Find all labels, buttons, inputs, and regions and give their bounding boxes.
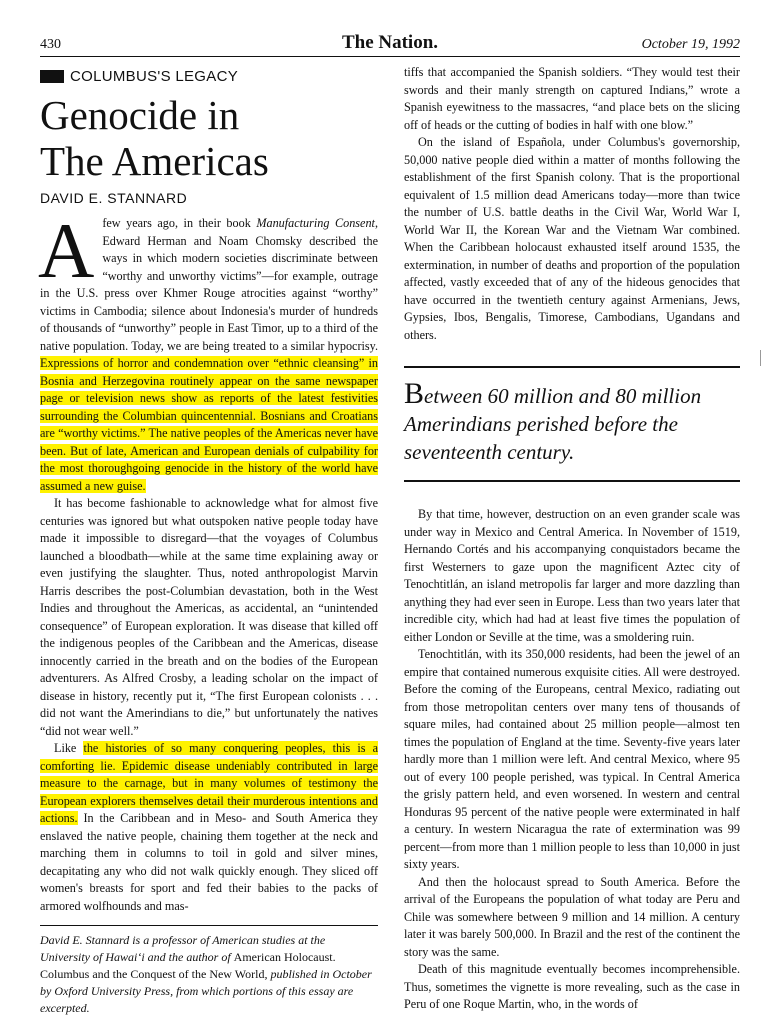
issue-date: October 19, 1992 — [641, 37, 740, 52]
book-title: Manufacturing Consent — [256, 216, 375, 230]
author-note-book: American Holocaust. Columbus and the Conquest of the New World — [40, 950, 336, 981]
byline: DAVID E. STANNARD — [40, 189, 188, 206]
drop-cap: A — [38, 207, 95, 294]
paragraph-3 — [40, 740, 378, 915]
margin-mark — [760, 350, 761, 366]
intro-text-a: few years ago, in their book — [102, 216, 257, 230]
right-paragraph-3: By that time, however, destruction on an even grander scale was under way in Mexico and Central America. In November of 1519, Hernando Cortés and his accompanying conquistadors became the first Westerners to gaze upon the magnificent Aztec city of Tenochtitlán, an island metropolis far larger and more dazzling than anything they had ever seen in Europe. Less than two years later that incredible city, which had had at least five times the population of either London or Seville at the time, was a smoldering ruin. — [404, 507, 740, 644]
p3-text-b: In the Caribbean and in Meso- and South America they enslaved the native people, chaining them together at the neck and marching them in columns to toil in gold and silver mines, decapitating any who did not walk quickly enough. They sliced off women's breasts for sport and fed their babies to the packs of armored wolfhounds and mas- — [40, 811, 378, 913]
author-note-a: David E. Stannard is a professor of American studies at the University of Hawai‘i and the author of — [40, 933, 326, 964]
left-column — [40, 64, 378, 1017]
right-paragraph-2: On the island of Española, under Columbus's governorship, 50,000 native people died within a matter of months following the establishment of the first Spanish colony. That is the proportional equivalent of 1.5 million dead Americans today—more than twice the number of U.S. battle deaths in the Civil War, World War I, World War II, the Korean War and the Vietnam War combined. When the Caribbean holocaust exhausted itself around 1535, the extermination, in number of deaths and proportion of the population affected, vastly exceeded that of any of the hideous genocides that have occurred in the twentieth century against Armenians, Jews, Gypsies, Ibos, Bengalis, Timorese, Cambodians, Ugandans and others. — [404, 135, 740, 342]
page-header — [40, 34, 740, 57]
section-label-text: COLUMBUS'S LEGACY — [70, 68, 239, 85]
title-line-2: The Americas — [40, 137, 269, 184]
right-paragraph-1: tiffs that accompanied the Spanish soldiers. “They would test their swords and their manly strength on captured Indians,” wrote a Spanish eyewitness to the massacres, “and place bets on the slicing off of heads or the cutting of bodies in half with one blow.” — [404, 65, 740, 132]
pull-quote — [404, 366, 740, 482]
article-title — [40, 92, 378, 184]
pull-quote-text: etween 60 million and 80 million Amerindians perished before the seventeenth century. — [404, 384, 702, 464]
author-note-c: , published in October by Oxford University Press, from which portions of this essay are excerpted. — [40, 967, 372, 1015]
publication-name: The Nation. — [341, 32, 439, 53]
author-note — [40, 925, 378, 1017]
right-paragraph-6: Death of this magnitude eventually becomes incomprehensible. Thus, sometimes the vignette is more revealing, such as the case in Peru of one Roque Martin, who, in the words of — [404, 962, 740, 1011]
page-number: 430 — [40, 37, 61, 52]
intro-text-b: , Edward Herman and Noam Chomsky described the ways in which modern societies discriminate between “worthy and unworthy victims”—for example, outrage in the U.S. press over Khmer Rouge atrocities against “worthy” victims in Cambodia; silence about Indonesia's murder of hundreds of thousands of “unworthy” people in East Timor, up to a third of the native population. Today, we are being treated to a similar hypocrisy. — [40, 216, 378, 353]
title-line-1: Genocide in — [40, 91, 240, 138]
section-label — [40, 68, 378, 86]
section-bar-icon — [40, 70, 64, 83]
right-column — [404, 64, 740, 1014]
right-paragraph-4: Tenochtitlán, with its 350,000 residents, had been the jewel of an empire that contained numerous exquisite cities. All were destroyed. Before the coming of the Europeans, central Mexico, radiating out from those metropolitan centers over many tens of thousands of square miles, had contained about 25 million people—almost ten times the population of England at the time. Seventy-five years later hardly more than 1 million were left. And central Mexico, where 95 out of every 100 people perished, was typical. In Central America the grisly pattern held, and even worsened. In western and central Honduras 95 percent of the native people were exterminated in half a century. In western Nicaragua the rate of extermination was 99 percent—from more than 1 million people to less than 10,000 in just sixty years. — [404, 647, 740, 871]
pull-quote-initial: B — [404, 377, 425, 410]
highlight-passage-2: the histories of so many conquering peoples, this is a comforting lie. Epidemic disease undeniably contributed in large measure to the carnage, but in many volumes of testimony the European explorers themselves detail their murderous intentions and actions. — [40, 741, 378, 825]
paragraph-2: It has become fashionable to acknowledge what for almost five centuries was ignored but what outspoken native people today have made it impossible to disregard—that the voyages of Columbus launched a bloodbath—while at the same time explaining away or even justifying the slaughter. Thus, noted anthropologist Marvin Harris describes the post-Columbian devastation, both in the West Indies and throughout the Americas, as accidental, an “unintended consequence” of European exploration. It was disease that killed off the indigenous peoples of the Caribbean and the Americas, disease innocently carried in the breath and on the bodies of the European adventurers. As Alfred Crosby, a leading scholar on the impact of disease in history, recently put it, “The first European colonists . . . did not want the Amerindians to die,” but unfortunately the natives “did not wear well.” — [40, 496, 378, 738]
highlight-passage-1: Expressions of horror and condemnation over “ethnic cleansing” in Bosnia and Herzegovina routinely appear on the same newspaper page or television news show as reports of the latest festivities surrounding the Columbian quincentennial. Bosnians and Croatians are “worthy victims.” The native peoples of the Americas never have been. But of late, American and European denials of culpability for the most thoroughgoing genocide in the history of the world have assumed a new guise. — [40, 356, 378, 493]
paragraph-intro — [38, 207, 378, 495]
p3-text-a: Like — [54, 741, 84, 755]
right-paragraph-5: And then the holocaust spread to South America. Before the arrival of the Europeans the population of what today are Peru and Chile was somewhere between 9 million and 14 million. A century later it was barely 500,000. In Brazil and the rest of the continent the story was the same. — [404, 874, 740, 959]
